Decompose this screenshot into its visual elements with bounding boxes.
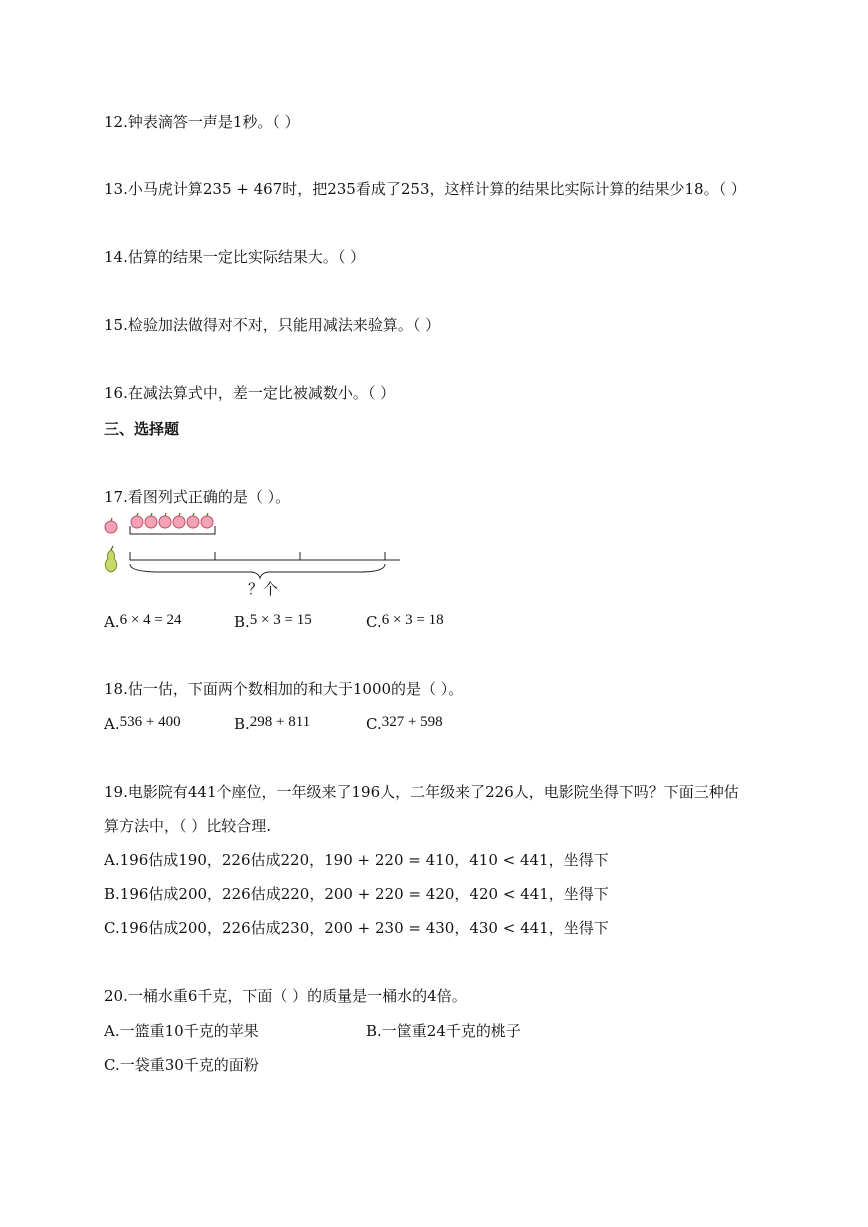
q18-option-a[interactable]: A.536 + 400	[104, 714, 181, 733]
apples-row	[131, 513, 213, 528]
question-19-line2: 算方法中，（ ）比较合理.	[104, 817, 272, 835]
q17-diagram	[100, 512, 400, 602]
apple-icon	[105, 518, 117, 533]
question-20: 20.一桶水重6千克，下面（ ）的质量是一桶水的4倍。	[104, 987, 467, 1005]
pear-icon	[105, 546, 116, 572]
q17-option-c[interactable]: C.6 × 3 = 18	[366, 612, 444, 631]
q18-option-c[interactable]: C.327 + 598	[366, 714, 443, 733]
q20-option-a[interactable]: A.一篮重10千克的苹果	[104, 1022, 259, 1040]
q17-option-b[interactable]: B.5 × 3 = 15	[234, 612, 312, 631]
question-12: 12.钟表滴答一声是1秒。（ ）	[104, 113, 300, 131]
apple-icon	[159, 513, 171, 528]
apple-icon	[187, 513, 199, 528]
apple-bar	[130, 526, 215, 534]
diagram-label: ？个	[248, 582, 279, 598]
question-16: 16.在减法算式中，差一定比被减数小。（ ）	[104, 384, 396, 402]
q20-option-c[interactable]: C.一袋重30千克的面粉	[104, 1056, 259, 1074]
question-14: 14.估算的结果一定比实际结果大。（ ）	[104, 248, 366, 266]
pear-bar	[130, 552, 400, 560]
q19-option-c[interactable]: C.196估成200，226估成230，200 + 230 = 430，430 < 441，坐得下	[104, 919, 609, 937]
question-13: 13.小马虎计算235 + 467时，把235看成了253，这样计算的结果比实际计算的结果少18。（ ）	[104, 180, 746, 198]
section-title: 三、选择题	[104, 420, 180, 438]
apple-icon	[145, 513, 157, 528]
question-18: 18.估一估，下面两个数相加的和大于1000的是（ ）。	[104, 680, 464, 698]
apple-icon	[173, 513, 185, 528]
apple-icon	[131, 513, 143, 528]
q18-option-b[interactable]: B.298 + 811	[234, 714, 311, 733]
q19-option-a[interactable]: A.196估成190，226估成220，190 + 220 = 410，410 < 441，坐得下	[104, 851, 609, 869]
brace	[130, 564, 385, 578]
q20-option-b[interactable]: B.一筐重24千克的桃子	[366, 1022, 521, 1040]
question-15: 15.检验加法做得对不对，只能用减法来验算。（ ）	[104, 316, 441, 334]
question-17: 17.看图列式正确的是（ ）。	[104, 488, 291, 506]
apple-icon	[201, 513, 213, 528]
question-19-line1: 19.电影院有441个座位，一年级来了196人，二年级来了226人，电影院坐得下吗？下面三种估	[104, 783, 739, 801]
q19-option-b[interactable]: B.196估成200，226估成220，200 + 220 = 420，420 < 441，坐得下	[104, 885, 609, 903]
q17-option-a[interactable]: A.6 × 4 = 24	[104, 612, 182, 631]
